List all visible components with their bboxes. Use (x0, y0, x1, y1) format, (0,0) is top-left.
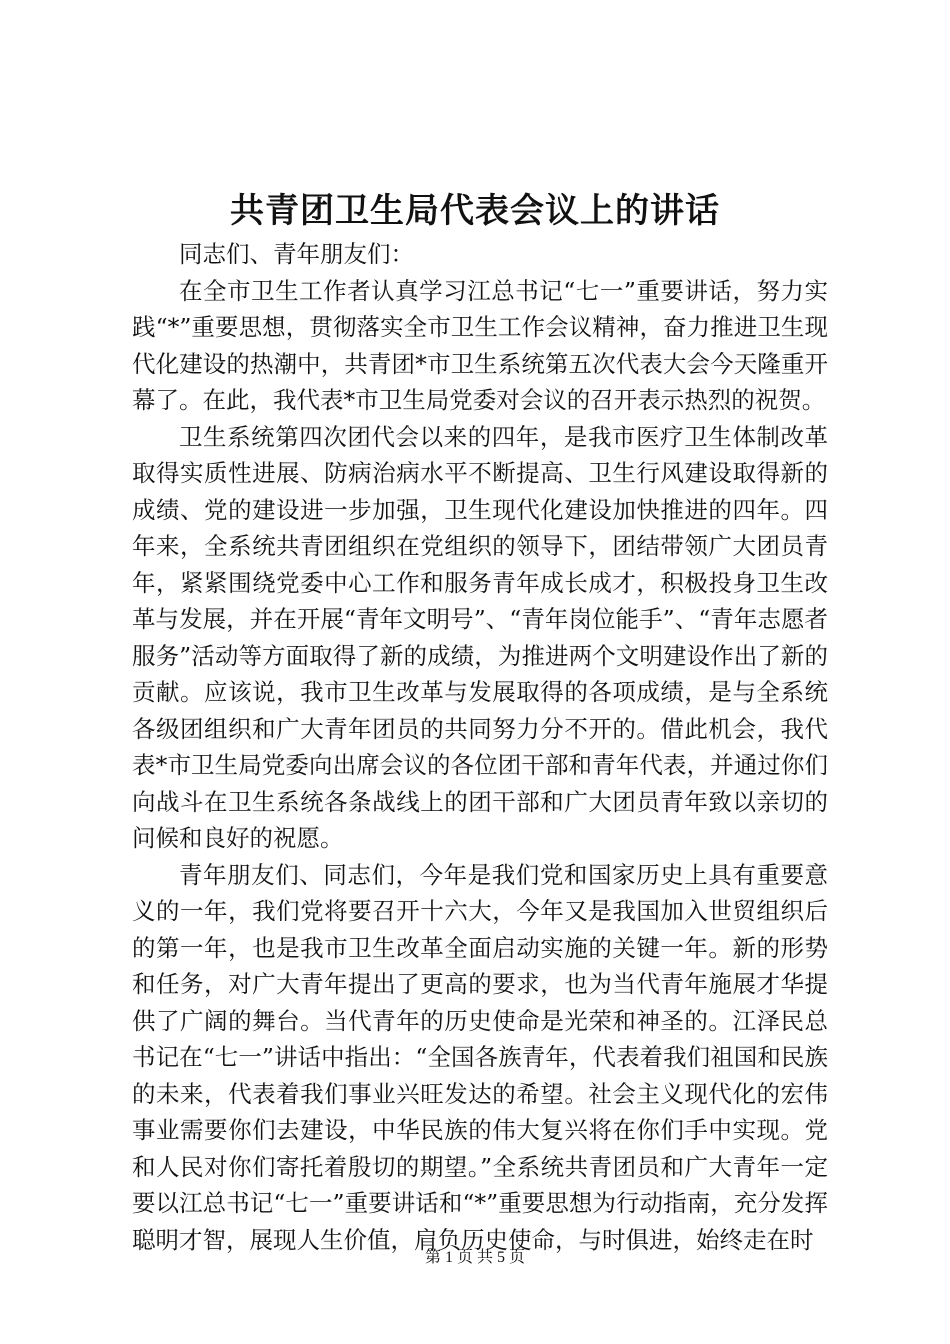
page-footer: 第 1 页 共 5 页 (424, 1249, 525, 1266)
document-title: 共青团卫生局代表会议上的讲话 (230, 191, 720, 231)
document-body (132, 236, 828, 1258)
paragraph-1: 在全市卫生工作者认真学习江总书记“七一”重要讲话，努力实践“*”重要思想，贯彻落实全市卫生工作会议精神，奋力推进卫生现代化建设的热潮中，共青团*市卫生系统第五次代表大会今天隆重开幕了。在此，我代表*市卫生局党委对会议的召开表示热烈的祝贺。 (132, 276, 828, 414)
salutation: 同志们、青年朋友们： (179, 240, 414, 268)
paragraph-2: 卫生系统第四次团代会以来的四年，是我市医疗卫生体制改革取得实质性进展、防病治病水平不断提高、卫生行风建设取得新的成绩、党的建设进一步加强，卫生现代化建设加快推进的四年。四年来，全系统共青团组织在党组织的领导下，团结带领广大团员青年，紧紧围绕党委中心工作和服务青年成长成才，积极投身卫生改革与发展，并在开展“青年文明号”、“青年岗位能手”、“青年志愿者服务”活动等方面取得了新的成绩，为推进两个文明建设作出了新的贡献。应该说，我市卫生改革与发展取得的各项成绩，是与全系统各级团组织和广大青年团员的共同努力分不开的。借此机会，我代表*市卫生局党委向出席会议的各位团干部和青年代表，并通过你们向战斗在卫生系统各条战线上的团干部和广大团员青年致以亲切的问候和良好的祝愿。 (132, 422, 828, 852)
paragraph-3: 青年朋友们、同志们，今年是我们党和国家历史上具有重要意义的一年，我们党将要召开十六大，今年又是我国加入世贸组织后的第一年，也是我市卫生改革全面启动实施的关键一年。新的形势和任务，对广大青年提出了更高的要求，也为当代青年施展才华提供了广阔的舞台。当代青年的历史使命是光荣和神圣的。江泽民总书记在“七一”讲话中指出：“全国各族青年，代表着我们祖国和民族的未来，代表着我们事业兴旺发达的希望。社会主义现代化的宏伟事业需要你们去建设，中华民族的伟大复兴将在你们手中实现。党和人民对你们寄托着殷切的期望。”全系统共青团员和广大青年一定要以江总书记“七一”重要讲话和“*”重要思想为行动指南，充分发挥聪明才智，展现人生价值，肩负历史使命，与时俱进，始终走在时 (132, 860, 828, 1254)
